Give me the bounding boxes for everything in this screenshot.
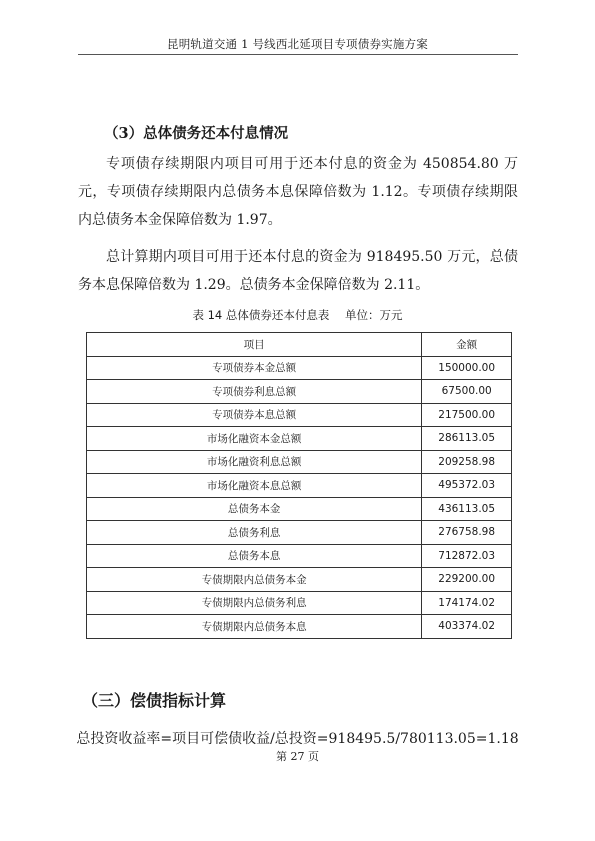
header-divider: [78, 54, 518, 55]
table-row: [87, 615, 512, 639]
debt-repayment-table: [86, 332, 512, 639]
row-item: 专项债券利息总额: [87, 380, 422, 404]
row-amount: 67500.00: [422, 380, 512, 404]
row-amount: 436113.05: [422, 497, 512, 521]
table-row: [87, 356, 512, 380]
table-caption-unit: 单位：万元: [345, 308, 403, 322]
row-amount: 174174.02: [422, 591, 512, 615]
row-amount: 229200.00: [422, 568, 512, 592]
row-item: 总债务本金: [87, 497, 422, 521]
table-row: [87, 380, 512, 404]
row-amount: 150000.00: [422, 356, 512, 380]
roi-formula: 总投资收益率=项目可偿债收益/总投资=918495.5/780113.05=1.18: [76, 731, 519, 747]
paragraph-total-period: 总计算期内项目可用于还本付息的资金为 918495.50 万元，总债务本息保障倍数为 1.29。总债务本金保障倍数为 2.11。: [78, 249, 518, 293]
row-amount: 276758.98: [422, 521, 512, 545]
table-row: [87, 450, 512, 474]
row-item: 总债务本息: [87, 544, 422, 568]
table-row: [87, 403, 512, 427]
table-row: [87, 474, 512, 498]
subsection-heading: （3）总体债务还本付息情况: [104, 125, 289, 142]
row-item: 专项债券本金总额: [87, 356, 422, 380]
row-amount: 286113.05: [422, 427, 512, 451]
row-item: 市场化融资本息总额: [87, 474, 422, 498]
table-header-row: [87, 333, 512, 357]
table-row: [87, 544, 512, 568]
row-item: 专债期限内总债务利息: [87, 591, 422, 615]
paragraph-special-bond-period: 专项债存续期限内项目可用于还本付息的资金为 450854.80 万元，专项债存续期限内总债务本息保障倍数为 1.12。专项债存续期限内总债务本金保障倍数为 1.97。: [78, 156, 518, 228]
row-amount: 209258.98: [422, 450, 512, 474]
header-amount: 金额: [422, 333, 512, 357]
row-amount: 712872.03: [422, 544, 512, 568]
header-item: 项目: [87, 333, 422, 357]
table-caption-title: 表 14 总体债券还本付息表: [192, 308, 330, 322]
row-amount: 495372.03: [422, 474, 512, 498]
table-row: [87, 427, 512, 451]
row-item: 市场化融资利息总额: [87, 450, 422, 474]
row-item: 专债期限内总债务本金: [87, 568, 422, 592]
table-row: [87, 591, 512, 615]
page-number: 第 27 页: [276, 750, 319, 763]
row-item: 市场化融资本金总额: [87, 427, 422, 451]
table-row: [87, 568, 512, 592]
section-heading: （三）偿债指标计算: [82, 691, 227, 710]
row-item: 专项债券本息总额: [87, 403, 422, 427]
row-item: 总债务利息: [87, 521, 422, 545]
table-row: [87, 521, 512, 545]
row-amount: 403374.02: [422, 615, 512, 639]
row-amount: 217500.00: [422, 403, 512, 427]
table-caption: [0, 307, 595, 323]
table-row: [87, 497, 512, 521]
row-item: 专债期限内总债务本息: [87, 615, 422, 639]
page-header: 昆明轨道交通 1 号线西北延项目专项债券实施方案: [167, 37, 428, 51]
